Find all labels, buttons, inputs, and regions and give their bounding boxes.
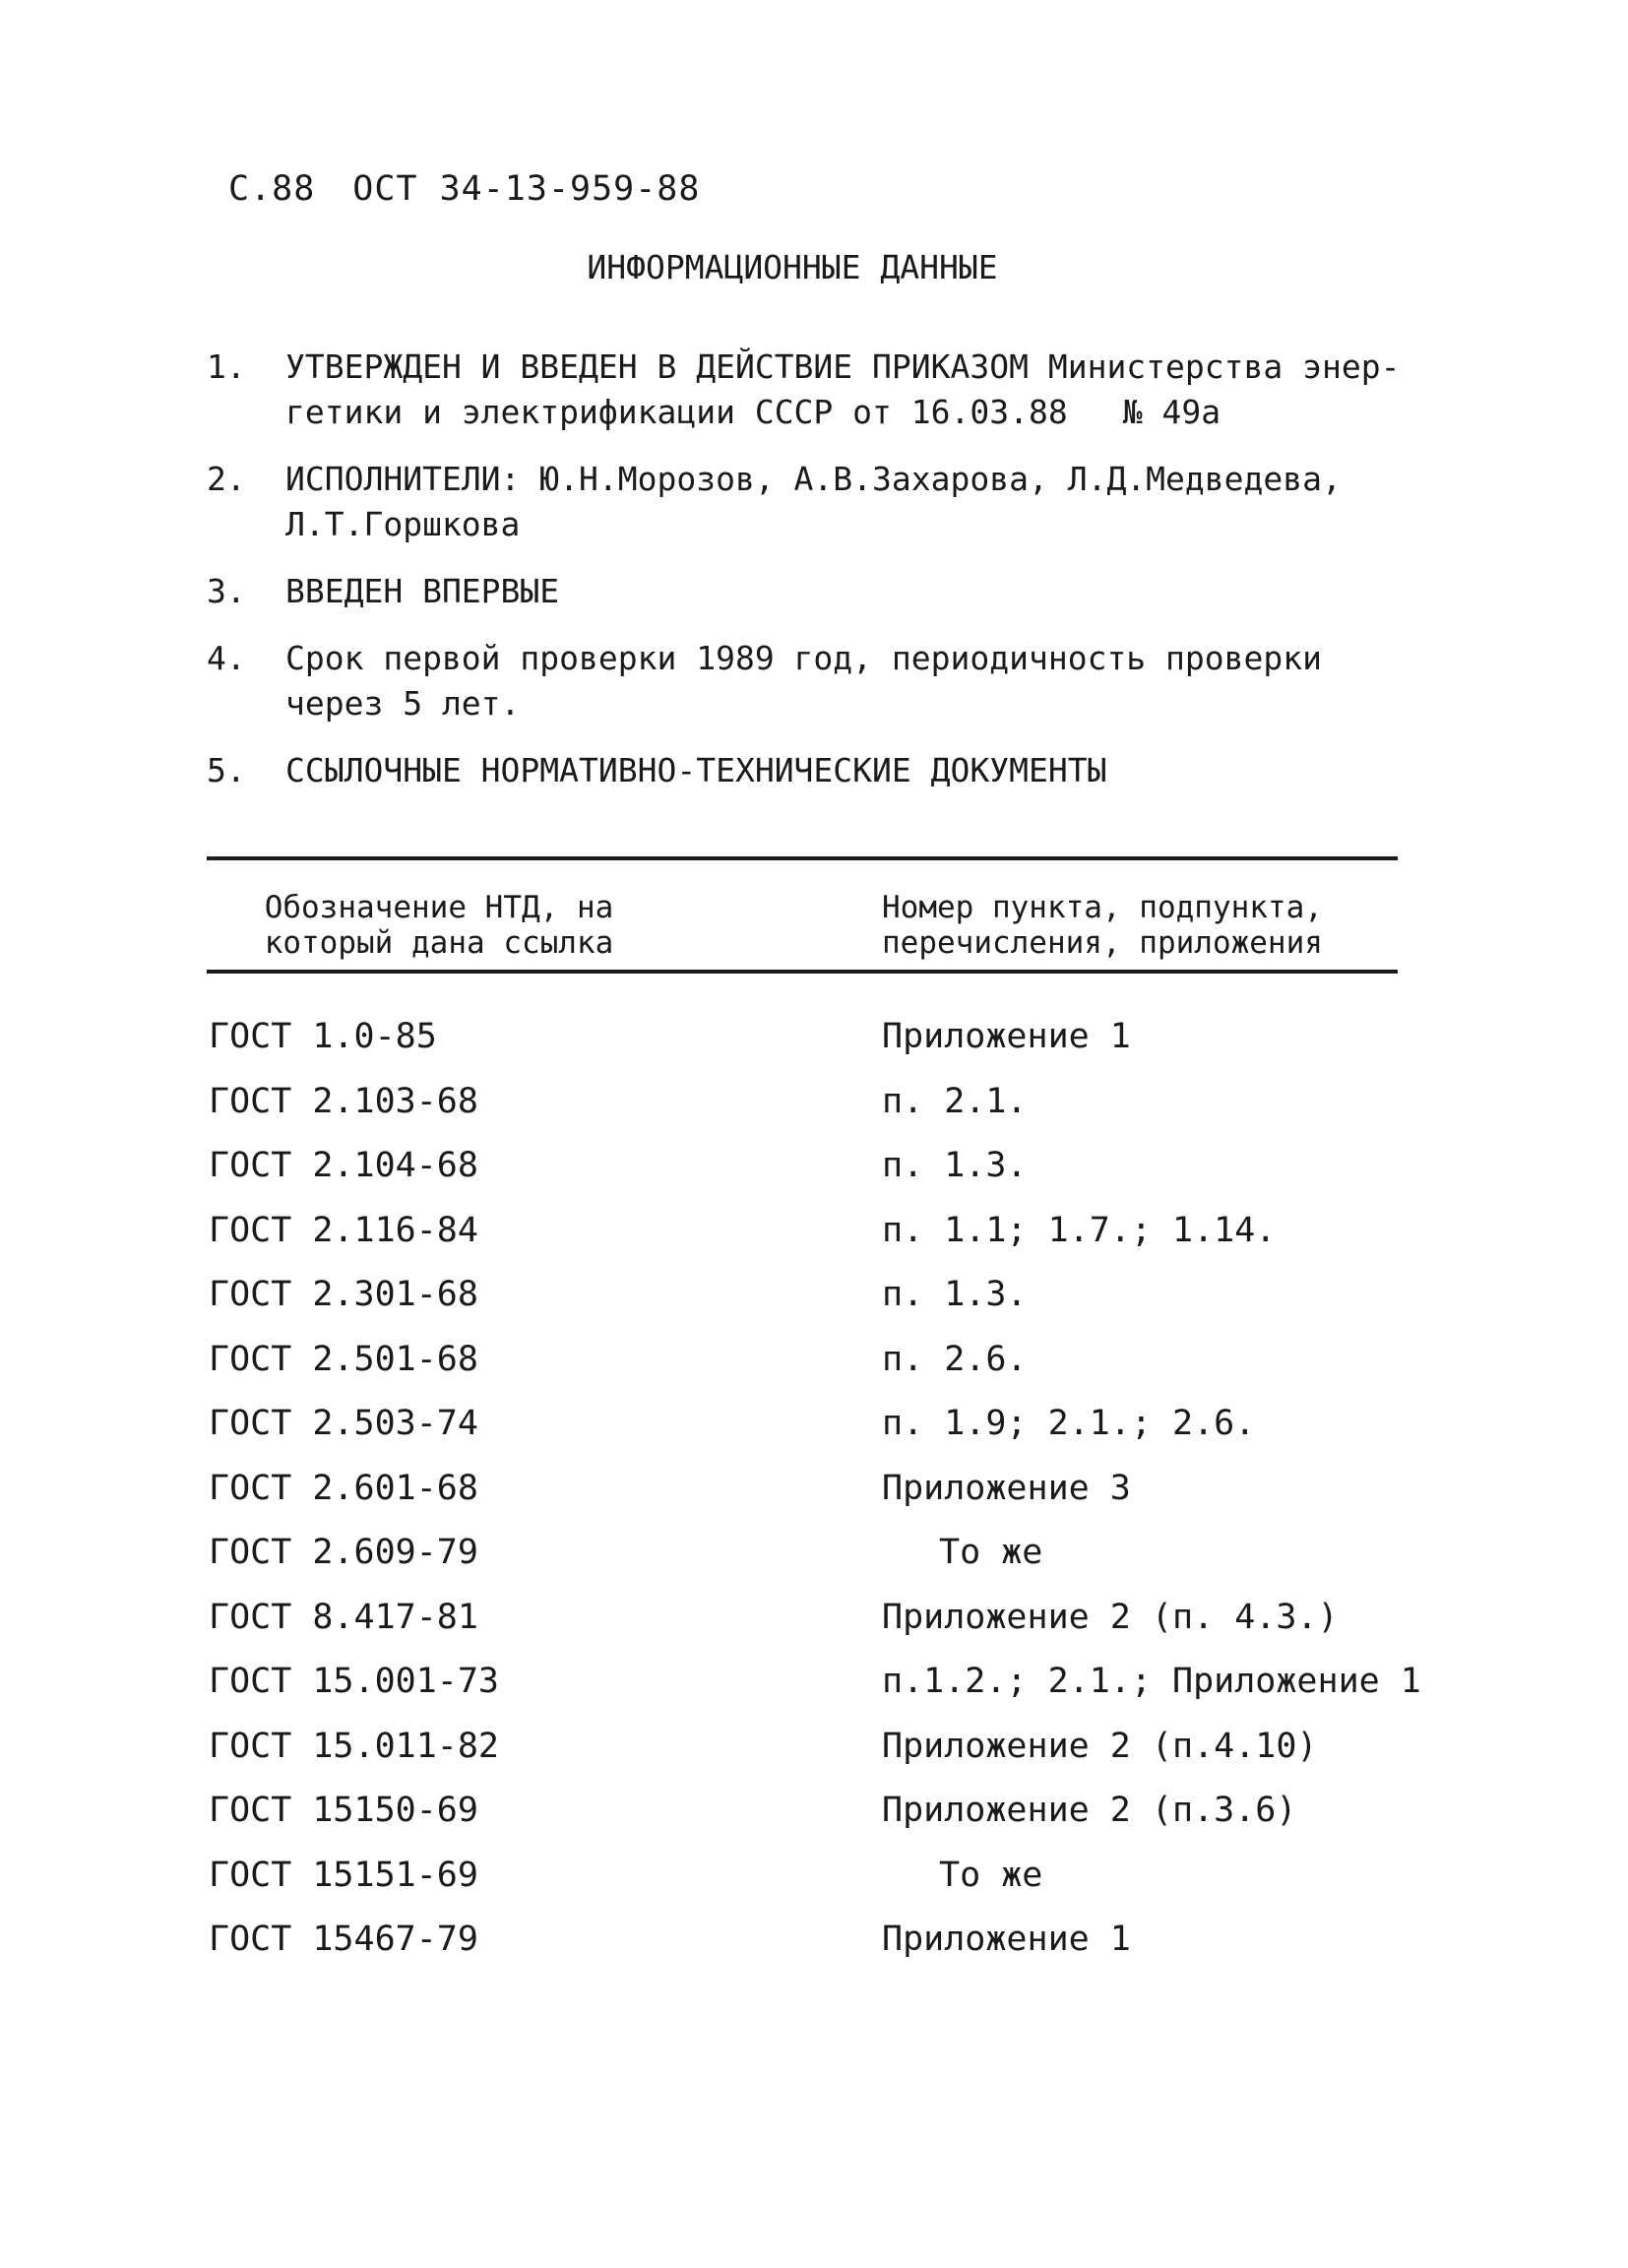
item-line: ССЫЛОЧНЫЕ НОРМАТИВНО-ТЕХНИЧЕСКИЕ ДОКУМЕНТЫ: [285, 751, 1107, 789]
page-title: ИНФОРМАЦИОННЫЕ ДАННЫЕ: [587, 248, 998, 286]
table-row: [209, 1915, 1409, 1980]
reference-clause: п. 1.3.: [882, 1146, 1028, 1185]
document-designation: ГОСТ 15151-69: [209, 1855, 478, 1895]
reference-clause: Приложение 1: [882, 1017, 1131, 1056]
document-designation: ГОСТ 2.503-74: [209, 1404, 478, 1443]
table-row: [209, 1464, 1409, 1529]
reference-clause: п. 1.9; 2.1.; 2.6.: [882, 1404, 1256, 1443]
item-line: гетики и электрификации СССР от 16.03.88: [285, 393, 1068, 431]
item-number: 2.: [207, 460, 246, 498]
page-number: С.88: [228, 169, 316, 209]
reference-clause: Приложение 3: [882, 1468, 1131, 1508]
info-item-2: [207, 457, 1417, 547]
table-row: [209, 1141, 1409, 1206]
item-line: ИСПОЛНИТЕЛИ: Ю.Н.Морозов, А.В.Захарова, Л.Д.Медведева,: [285, 460, 1342, 498]
item-text: [285, 457, 1417, 547]
header-line: Номер пункта, подпункта,: [882, 890, 1323, 925]
reference-clause: п. 2.6.: [882, 1339, 1028, 1379]
table-row: [209, 1528, 1409, 1593]
table-header-reference: [882, 890, 1394, 961]
reference-clause: То же: [939, 1533, 1043, 1572]
document-designation: ГОСТ 2.104-68: [209, 1146, 478, 1185]
item-text: [285, 636, 1417, 726]
table-row: [209, 1270, 1409, 1335]
item-text: [285, 748, 1417, 793]
reference-clause: п.1.2.; 2.1.; Приложение 1: [882, 1662, 1421, 1701]
item-number: 1.: [207, 347, 246, 386]
document-designation: ГОСТ 2.501-68: [209, 1339, 478, 1379]
reference-clause: п. 1.3.: [882, 1275, 1028, 1314]
table-header-document: [222, 890, 656, 961]
table-row: [209, 1786, 1409, 1851]
document-designation: ГОСТ 2.609-79: [209, 1533, 478, 1572]
table-row: [209, 1657, 1421, 1722]
document-designation: ГОСТ 15150-69: [209, 1791, 478, 1830]
header-line: который дана ссылка: [264, 925, 614, 961]
item-line: Срок первой проверки 1989 год, периодичность проверки: [285, 639, 1322, 677]
item-number: 3.: [207, 572, 246, 610]
document-designation: ГОСТ 2.301-68: [209, 1275, 478, 1314]
table-header-rule: [207, 970, 1398, 974]
item-number: 4.: [207, 639, 246, 677]
item-text: [285, 569, 1417, 614]
document-designation: ГОСТ 1.0-85: [209, 1017, 437, 1056]
standard-code: ОСТ 34-13-959-88: [352, 169, 701, 209]
item-line: через 5 лет.: [285, 684, 521, 723]
document-designation: ГОСТ 15.011-82: [209, 1726, 500, 1766]
info-item-4: [207, 636, 1417, 726]
item-text: [285, 345, 1417, 435]
order-number: № 49а: [1122, 393, 1221, 431]
header-line: Обозначение НТД, на: [264, 890, 614, 925]
item-line-with-order: [285, 390, 1417, 435]
item-line: УТВЕРЖДЕН И ВВЕДЕН В ДЕЙСТВИЕ ПРИКАЗОМ Министерства энер-: [285, 347, 1401, 386]
info-item-1: [207, 345, 1417, 435]
document-designation: ГОСТ 2.116-84: [209, 1210, 478, 1250]
table-row: [209, 1012, 1409, 1077]
header-line: перечисления, приложения: [882, 925, 1323, 961]
document-designation: ГОСТ 2.103-68: [209, 1081, 478, 1121]
document-designation: ГОСТ 15467-79: [209, 1920, 478, 1959]
item-line: Л.Т.Горшкова: [285, 505, 521, 543]
table-row: [209, 1077, 1409, 1142]
document-designation: ГОСТ 8.417-81: [209, 1597, 478, 1637]
reference-clause: Приложение 2 (п. 4.3.): [882, 1597, 1339, 1637]
page-header: [228, 169, 737, 209]
table-row: [209, 1851, 1409, 1916]
table-row: [209, 1593, 1409, 1658]
document-designation: ГОСТ 15.001-73: [209, 1662, 500, 1701]
table-row: [209, 1335, 1409, 1400]
reference-table-body: [209, 1012, 1421, 1980]
table-row: [209, 1722, 1409, 1787]
reference-clause: Приложение 2 (п.3.6): [882, 1791, 1297, 1830]
item-line: ВВЕДЕН ВПЕРВЫЕ: [285, 572, 560, 610]
table-row: [209, 1399, 1409, 1464]
reference-clause: п. 2.1.: [882, 1081, 1028, 1121]
info-item-3: [207, 569, 1417, 614]
table-row: [209, 1206, 1409, 1271]
reference-clause: Приложение 2 (п.4.10): [882, 1726, 1318, 1766]
reference-clause: Приложение 1: [882, 1920, 1131, 1959]
document-designation: ГОСТ 2.601-68: [209, 1468, 478, 1508]
reference-clause: То же: [939, 1855, 1043, 1895]
table-top-rule: [207, 856, 1398, 860]
info-item-5: [207, 748, 1417, 793]
reference-clause: п. 1.1; 1.7.; 1.14.: [882, 1210, 1277, 1250]
item-number: 5.: [207, 751, 246, 789]
info-items: [207, 345, 1417, 815]
